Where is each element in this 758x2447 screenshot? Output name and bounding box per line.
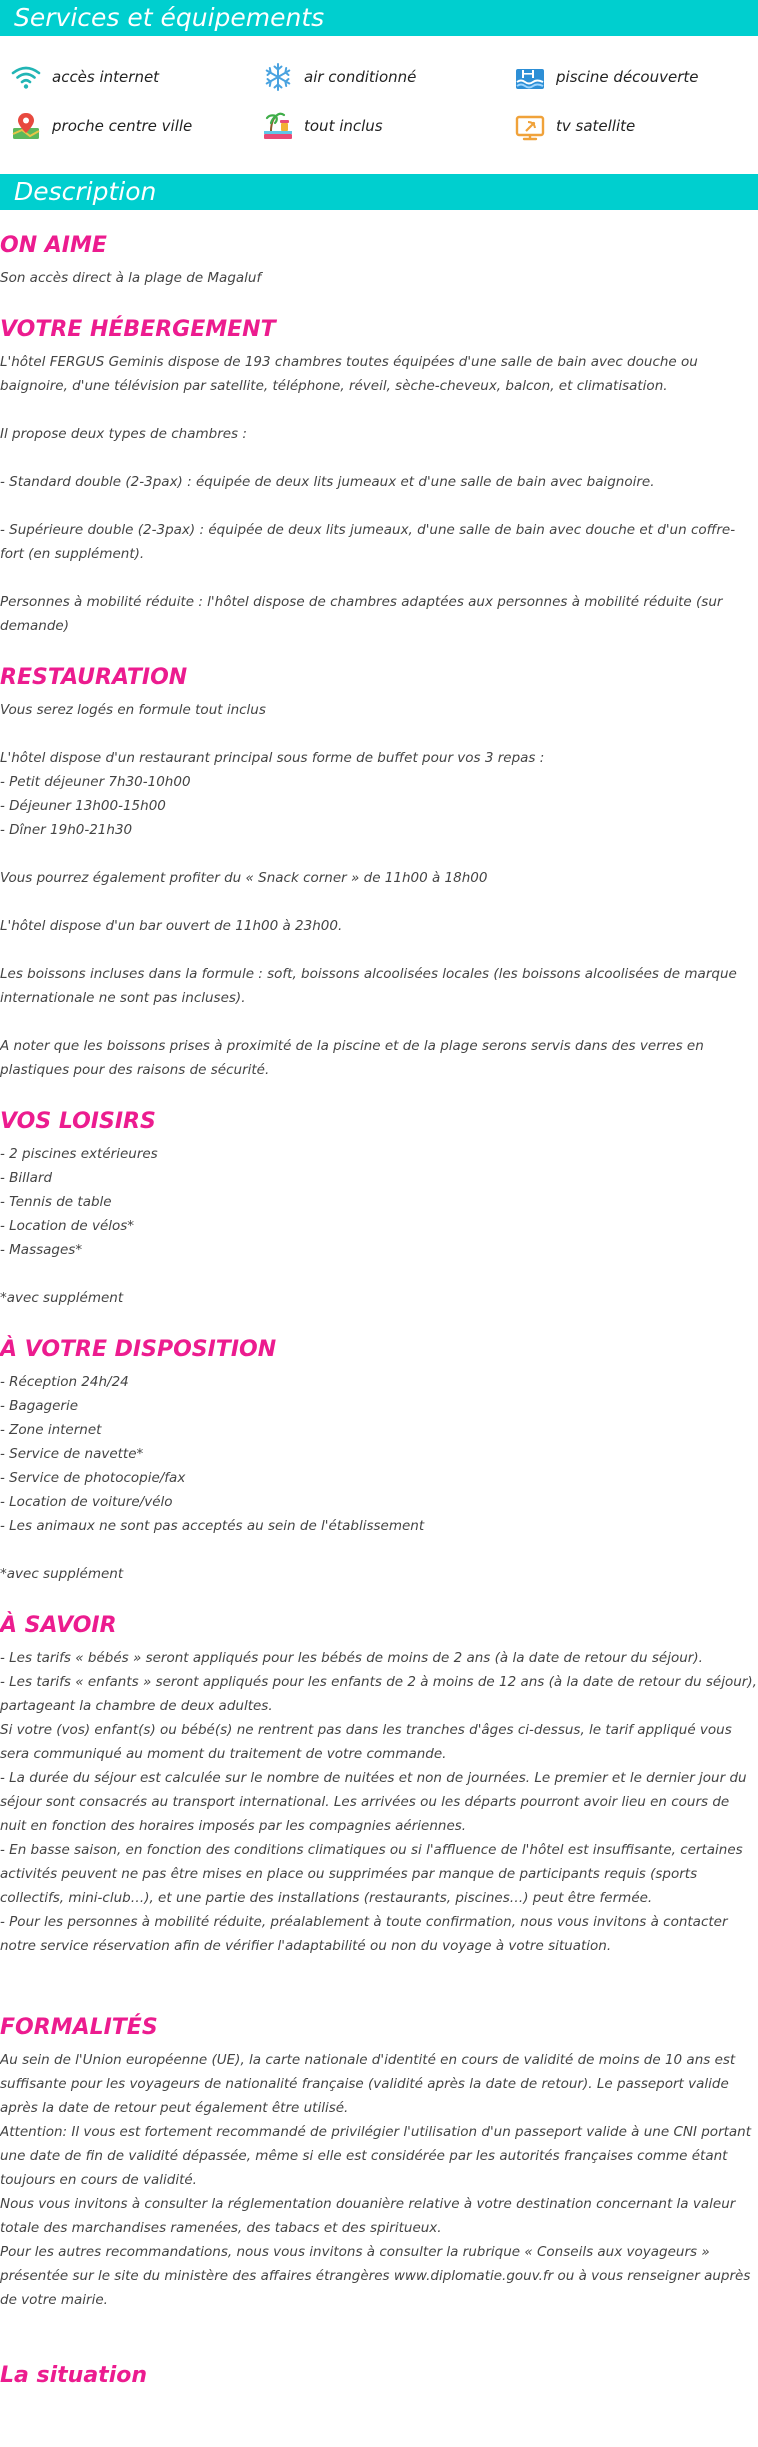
service-all-inclusive [252,101,504,150]
section-title-hebergement: VOTRE HÉBERGEMENT [0,317,276,342]
disposition-line: - Les animaux ne sont pas acceptés au sein de l'établissement [0,1518,425,1534]
hebergement-p1: L'hôtel FERGUS Geminis dispose de 193 chambres toutes équipées d'une salle de bain avec douche ou baignoire, d'une télévision par satellite, téléphone, réveil, sèche-cheveux, balcon, et climatisation. [0,354,698,394]
restauration-line: - Dîner 19h0-21h30 [0,822,133,838]
disposition-line: - Location de voiture/vélo [0,1494,173,1510]
hebergement-p2: Il propose deux types de chambres : [0,426,247,442]
restauration-p6: A noter que les boissons prises à proximité de la piscine et de la plage serons servis dans des verres en plastiques pour des raisons de sécurité. [0,1038,704,1078]
service-internet [0,52,252,101]
description-content [0,210,758,2392]
loisirs-line: - Location de vélos* [0,1218,135,1234]
formalites-text: Au sein de l'Union européenne (UE), la carte nationale d'identité en cours de validité de moins de 10 ans est suffisante pour les voyageurs de nationalité française (validité après la date de retour). Le passeport valide après la date de retour peut également être utilisé. Attention: Il vous est fortement recommandé de privilégier l'utilisation d'un passeport valide à une CNI portant une date de fin de validité dépassée, même si elle est considérée par les autorités françaises comme étant toujours en cours de validité. Nous vous invitons à consulter la réglementation douanière relative à votre destination concernant la valeur totale des marchandises ramenées, des tabacs et des spiritueux. Pour les autres recommandations, nous vous invitons à consulter la rubrique « Conseils aux voyageurs » présentée sur le site du ministère des affaires étrangères www.diplomatie.gouv.fr ou à vous renseigner auprès de votre mairie. [0,2052,752,2308]
on-aime-text: Son accès direct à la plage de Magaluf [0,270,262,286]
hebergement-p3: - Standard double (2-3pax) : équipée de deux lits jumeaux et d'une salle de bain avec baignoire. [0,474,655,490]
disposition-note: *avec supplément [0,1566,124,1582]
disposition-line: - Service de navette* [0,1446,144,1462]
restauration-p2: L'hôtel dispose d'un restaurant principal sous forme de buffet pour vos 3 repas : [0,750,545,766]
section-title-on-aime: ON AIME [0,233,107,258]
tv-icon [514,110,546,142]
map-pin-icon [10,110,42,142]
hebergement-p5: Personnes à mobilité réduite : l'hôtel dispose de chambres adaptées aux personnes à mobilité réduite (sur demande) [0,594,723,634]
section-title-loisirs: VOS LOISIRS [0,1109,156,1134]
description-title: Description [14,177,157,206]
disposition-line: - Bagagerie [0,1398,79,1414]
restauration-p4: L'hôtel dispose d'un bar ouvert de 11h00 à 23h00. [0,918,343,934]
section-title-situation: La situation [0,2363,148,2388]
section-title-restauration: RESTAURATION [0,665,188,690]
service-tv [504,101,758,150]
wifi-icon [10,61,42,93]
service-pool [504,52,758,101]
service-label: tv satellite [556,116,636,135]
savoir-text: - Les tarifs « bébés » seront appliqués pour les bébés de moins de 2 ans (à la date de retour du séjour). - Les tarifs « enfants » seront appliqués pour les enfants de 2 à moins de 12 ans (à la date de retour du séjour), partageant la chambre de deux adultes. Si votre (vos) enfant(s) ou bébé(s) ne rentrent pas dans les tranches d'âges ci-dessus, le tarif appliqué vous sera communiqué au moment du traitement de votre commande. - La durée du séjour est calculée sur le nombre de nuitées et non de journées. Le premier et le dernier jour du séjour sont consacrés au transport international. Les arrivées ou les départs pourront avoir lieu en cours de nuit en fonction des horaires imposés par les compagnies aériennes. - En basse saison, en fonction des conditions climatiques ou si l'affluence de l'hôtel est insuffisante, certaines activités peuvent ne pas être mises en place ou supprimées par manque de participants requis (sports collectifs, mini-club…), et une partie des installations (restaurants, piscines…) peut être fermée. - Pour les personnes à mobilité réduite, préalablement à toute confirmation, nous vous invitons à contacter notre service réservation afin de vérifier l'adaptabilité ou non du voyage à votre situation. [0,1650,757,1954]
hebergement-p4: - Supérieure double (2-3pax) : équipée de deux lits jumeaux, d'une salle de bain avec douche et d'un coffre-fort (en supplément). [0,522,736,562]
loisirs-line: - 2 piscines extérieures [0,1146,158,1162]
restauration-line: - Petit déjeuner 7h30-10h00 [0,774,191,790]
services-banner [0,0,758,36]
disposition-line: - Zone internet [0,1422,102,1438]
service-air-conditioning [252,52,504,101]
service-label: piscine découverte [556,67,699,86]
loisirs-line: - Billard [0,1170,53,1186]
section-title-formalites: FORMALITÉS [0,2015,158,2040]
restauration-p1: Vous serez logés en formule tout inclus [0,702,266,718]
service-label: tout inclus [304,116,383,135]
services-title: Services et équipements [14,3,325,32]
description-banner [0,174,758,210]
loisirs-note: *avec supplément [0,1290,124,1306]
restauration-line: - Déjeuner 13h00-15h00 [0,798,166,814]
restauration-p3: Vous pourrez également profiter du « Snack corner » de 11h00 à 18h00 [0,870,488,886]
loisirs-line: - Tennis de table [0,1194,112,1210]
section-title-disposition: À VOTRE DISPOSITION [0,1337,277,1362]
service-label: accès internet [52,67,160,86]
loisirs-line: - Massages* [0,1242,83,1258]
snowflake-icon [262,61,294,93]
restauration-p5: Les boissons incluses dans la formule : soft, boissons alcoolisées locales (les boissons alcoolisées de marque internationale ne sont pas incluses). [0,966,737,1006]
service-label: air conditionné [304,67,417,86]
services-grid [0,36,758,164]
disposition-line: - Réception 24h/24 [0,1374,129,1390]
disposition-line: - Service de photocopie/fax [0,1470,186,1486]
service-label: proche centre ville [52,116,193,135]
service-city-center [0,101,252,150]
all-inclusive-icon [262,110,294,142]
section-title-savoir: À SAVOIR [0,1613,117,1638]
pool-icon [514,61,546,93]
